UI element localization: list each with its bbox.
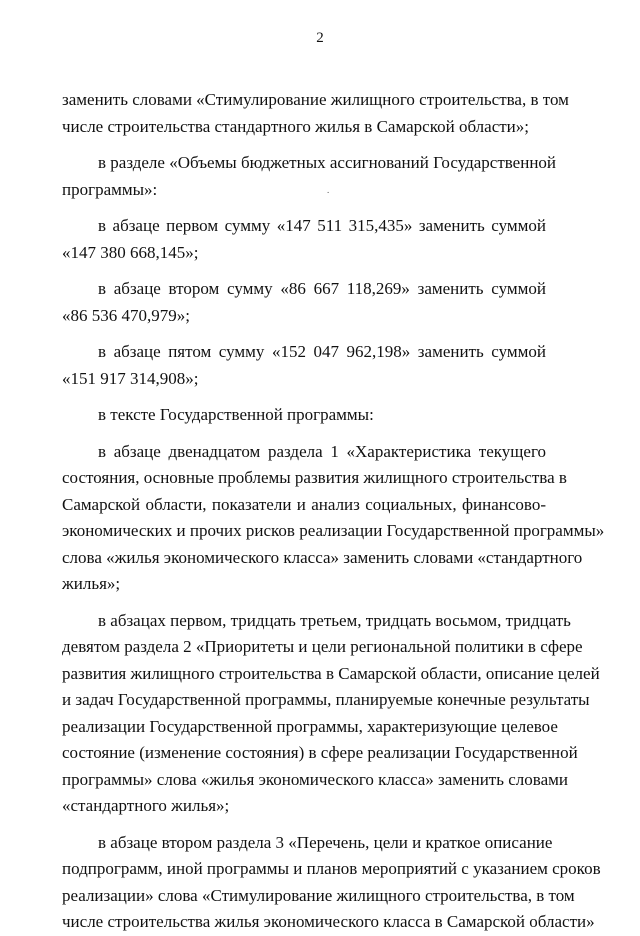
text-line: «147 380 668,145»; [62, 242, 199, 262]
scan-dot-mark: . [327, 185, 330, 195]
document-body [62, 87, 605, 936]
text-line: числе строительства стандартного жилья в Самарской области»; [62, 116, 529, 136]
text-line: программы»: [62, 179, 158, 199]
text-line: «86 536 470,979»; [62, 305, 190, 325]
text-line: развития жилищного строительства в Самарской области, описание целей [62, 663, 600, 683]
text-line: в абзацах первом, тридцать третьем, тридцать восьмом, тридцать [98, 610, 571, 630]
text-line: состояния, основные проблемы развития жилищного строительства в [62, 468, 567, 487]
text-line: в тексте Государственной программы: [98, 405, 374, 424]
text-line: подпрограмм, иной программы и планов мероприятий с указанием сроков [62, 859, 601, 878]
text-line: программы» слова «жилья экономического класса» заменить словами [62, 769, 568, 789]
text-line: «стандартного жилья»; [62, 796, 230, 815]
text-line: экономических и прочих рисков реализации Государственной программы» [62, 521, 605, 540]
text-line: жилья»; [62, 574, 121, 593]
text-line: в абзаце втором сумму «86 667 118,269» заменить суммой [98, 279, 546, 298]
text-line: слова «жилья экономического класса» заменить словами «стандартного [62, 547, 583, 567]
text-line: числе строительства жилья экономического класса в Самарской области» [62, 912, 595, 931]
text-line: «151 917 314,908»; [62, 368, 199, 388]
text-line: реализации» слова «Стимулирование жилищного строительства, в том [62, 885, 575, 905]
text-line: в абзаце двенадцатом раздела 1 «Характеристика текущего [98, 441, 546, 461]
text-line: заменить словами «Стимулирование жилищного строительства, в том [62, 90, 569, 109]
text-line: Самарской области, показатели и анализ социальных, финансово- [62, 494, 546, 514]
text-line: и задач Государственной программы, планируемые конечные результаты [62, 690, 590, 709]
page-number: 2 [316, 30, 324, 46]
text-line: девятом раздела 2 «Приоритеты и цели региональной политики в сфере [62, 637, 583, 656]
text-line: состояние (изменение состояния) в сфере реализации Государственной [62, 743, 578, 762]
text-line: реализации Государственной программы, характеризующие целевое [62, 716, 558, 736]
text-line: в абзаце первом сумму «147 511 315,435» заменить суммой [98, 216, 546, 235]
text-line: в абзаце втором раздела 3 «Перечень, цели и краткое описание [98, 832, 553, 852]
text-line: в разделе «Объемы бюджетных ассигнований Государственной [98, 153, 557, 172]
text-line: в абзаце пятом сумму «152 047 962,198» заменить суммой [98, 342, 546, 361]
